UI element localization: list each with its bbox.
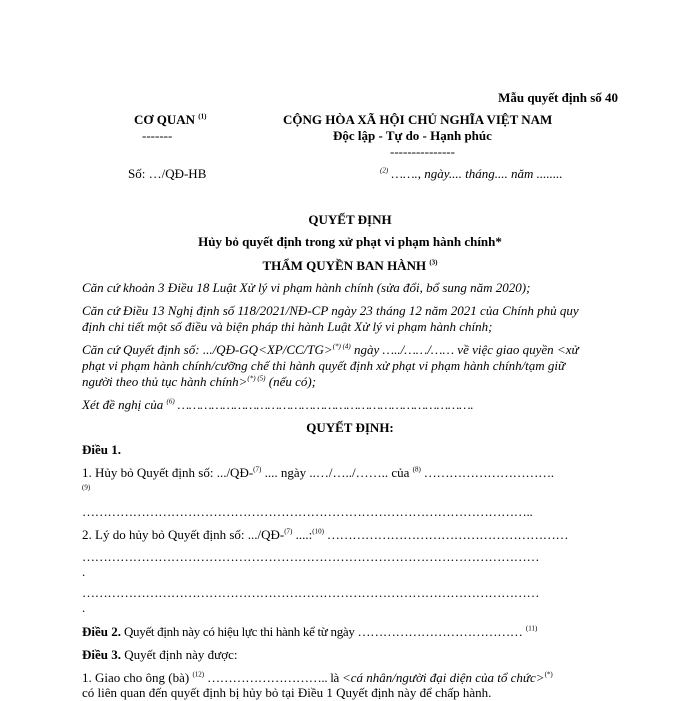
basis-3c-start: người theo thủ tục hành chính> [82, 374, 248, 389]
article-3-label: Điều 3. [82, 647, 121, 662]
article-2-label: Điều 2. [82, 624, 121, 639]
article-3 [82, 647, 237, 663]
a3-line1-mid: ……………………….. là [204, 670, 342, 685]
date-note: (2) [380, 166, 389, 175]
basis-line-3a [82, 342, 579, 358]
item2-note7: (7) [284, 527, 293, 536]
item2-dot-1: . [82, 564, 86, 579]
a3-line1-note12: (12) [192, 670, 205, 679]
article-2-text: Quyết định này có hiệu lực thi hành kể từ ngày ………………………………… [121, 624, 523, 639]
item1-note7: (7) [253, 465, 262, 474]
item1-mid: .... ngày ..…/…../…….. của [261, 465, 410, 480]
item2-end: ………………………………………………… [323, 527, 569, 542]
item1-end: …………………………. [420, 465, 554, 480]
authority-text: THẨM QUYỀN BAN HÀNH [262, 258, 427, 273]
article-1-heading: Điều 1. [82, 442, 121, 457]
article-2 [82, 624, 537, 640]
agency-note: (1) [198, 112, 207, 121]
decision-heading: QUYẾT ĐỊNH: [306, 420, 394, 435]
motto: Độc lập - Tự do - Hạnh phúc [333, 128, 492, 143]
article-3-text: Quyết định này được: [121, 647, 238, 662]
authority-note: (3) [429, 258, 438, 267]
a3-line1-italic: <cá nhân/người đại diện của tổ chức> [341, 670, 545, 685]
item2-note10: (10) [312, 527, 324, 536]
basis-3a-start: Căn cứ Quyết định số: .../QĐ-GQ<XP/CC/TG> [82, 342, 333, 357]
article-1-item-2 [82, 527, 568, 543]
basis-3a-note: (*) (4) [332, 342, 351, 351]
item1-note9-line [82, 483, 90, 499]
item2-mid: ....: [292, 527, 313, 542]
basis-line-1: Căn cứ khoản 3 Điều 18 Luật Xử lý vi phạm hành chính (sửa đổi, bổ sung năm 2020); [82, 280, 531, 295]
article-3-line-2: có liên quan đến quyết định bị hủy bỏ tại Điều 1 Quyết định này để chấp hành. [82, 685, 492, 700]
document-title: QUYẾT ĐỊNH [308, 212, 392, 227]
basis-3c-note: (*) (5) [247, 374, 266, 383]
form-number: Mẫu quyết định số 40 [498, 90, 618, 105]
basis-3c-end: (nếu có); [265, 374, 317, 389]
article-1-item-1 [82, 465, 554, 481]
basis-4-note: (6) [166, 397, 175, 406]
basis-line-4 [82, 397, 473, 413]
item2-dots-2: ……………………………………………………………………………………………… [82, 585, 540, 600]
basis-line-2b: định chi tiết một số điều và biện pháp thi hành Luật Xử lý vi phạm hành chính; [82, 319, 493, 334]
basis-3a-end: ngày …../……/…… về việc giao quyền <xử [350, 342, 579, 357]
document-number: Số: …/QĐ-HB [128, 166, 207, 181]
item1-dots: …………………………………………………………………………………………….. [82, 504, 533, 519]
basis-4-start: Xét đề nghị của [82, 397, 164, 412]
date-line [380, 166, 563, 182]
basis-4-end: ……………………………………………………………………. [174, 397, 474, 412]
document-subtitle: Hủy bỏ quyết định trong xử phạt vi phạm hành chính* [198, 234, 502, 249]
a3-line1-note: (*) [544, 670, 553, 679]
agency-label [134, 112, 206, 128]
issuing-authority [0, 258, 700, 274]
item1-start: 1. Hủy bỏ Quyết định số: .../QĐ- [82, 465, 254, 480]
agency-dashes: ------- [142, 128, 173, 143]
item1-note8: (8) [412, 465, 421, 474]
item2-dot-2: . [82, 600, 86, 615]
article-3-line-1 [82, 670, 553, 686]
date-text: ……., ngày.... tháng.... năm ........ [391, 166, 563, 181]
basis-line-3c [82, 374, 316, 390]
agency-text: CƠ QUAN [134, 112, 196, 127]
a3-line1-start: 1. Giao cho ông (bà) [82, 670, 190, 685]
basis-line-3b: phạt vi phạm hành chính/cưỡng chế thi hành quyết định xử phạt vi phạm hành chính/tạm giữ [82, 358, 566, 373]
item2-start: 2. Lý do hủy bỏ Quyết định số: .../QĐ- [82, 527, 285, 542]
basis-line-2a: Căn cứ Điều 13 Nghị định số 118/2021/NĐ-CP ngày 23 tháng 12 năm 2021 của Chính phủ quy [82, 303, 579, 318]
article-2-note: (11) [525, 624, 538, 633]
item1-note9: (9) [82, 483, 91, 492]
item2-dots-1: ……………………………………………………………………………………………… [82, 549, 540, 564]
motto-dashes: --------------- [390, 144, 455, 159]
republic-title: CỘNG HÒA XÃ HỘI CHỦ NGHĨA VIỆT NAM [283, 112, 553, 127]
